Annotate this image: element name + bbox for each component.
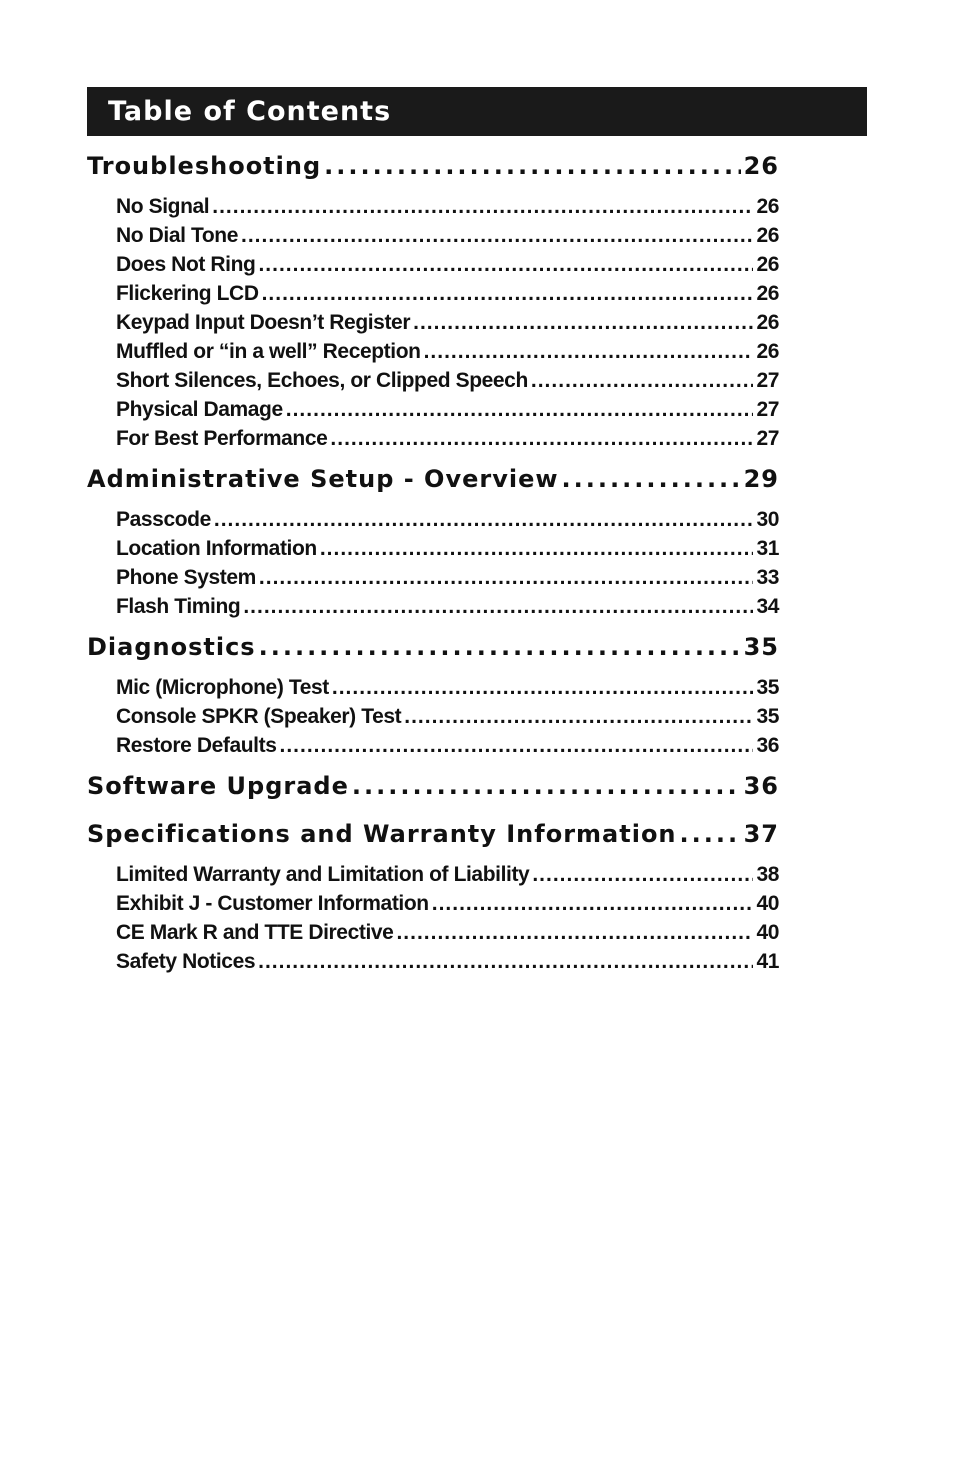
toc-section-heading[interactable] [87,461,779,497]
dot-leader [279,731,753,760]
toc-header-bar [87,87,867,136]
item-label: Muffled or “in a well” Reception [116,340,421,363]
item-label: Phone System [116,566,256,589]
dot-leader [320,534,754,563]
toc-item[interactable] [87,860,779,889]
dot-leader [259,629,741,665]
section-page-number: 26 [743,152,779,180]
section-page-number: 29 [743,465,779,493]
item-page-number: 33 [756,566,779,589]
item-page-number: 34 [756,595,779,618]
item-label: Exhibit J - Customer Information [116,892,429,915]
item-page-number: 26 [756,195,779,218]
item-label: For Best Performance [116,427,328,450]
toc-section [87,461,779,621]
toc-section [87,148,779,453]
toc-item[interactable] [87,395,779,424]
dot-leader [243,592,753,621]
toc-item[interactable] [87,424,779,453]
dot-leader [562,461,741,497]
item-label: Safety Notices [116,950,256,973]
item-label: Flickering LCD [116,282,259,305]
item-page-number: 26 [756,224,779,247]
item-page-number: 41 [756,950,779,973]
dot-leader [424,337,754,366]
item-page-number: 27 [756,369,779,392]
item-label: Console SPKR (Speaker) Test [116,705,402,728]
section-title: Diagnostics [87,633,256,661]
toc-section [87,768,779,804]
toc-item[interactable] [87,221,779,250]
item-page-number: 27 [756,427,779,450]
dot-leader [258,250,753,279]
toc-section [87,816,779,976]
item-page-number: 26 [756,253,779,276]
dot-leader [212,192,753,221]
item-label: Physical Damage [116,398,283,421]
section-title: Administrative Setup - Overview [87,465,559,493]
dot-leader [680,816,741,852]
item-page-number: 26 [756,311,779,334]
dot-leader [432,889,754,918]
item-label: CE Mark R and TTE Directive [116,921,394,944]
section-title: Troubleshooting [87,152,322,180]
toc-item[interactable] [87,308,779,337]
item-label: Limited Warranty and Limitation of Liability [116,863,530,886]
toc-item[interactable] [87,702,779,731]
item-page-number: 35 [756,676,779,699]
item-label: Passcode [116,508,211,531]
item-page-number: 36 [756,734,779,757]
item-label: Flash Timing [116,595,241,618]
dot-leader [241,221,753,250]
item-label: Short Silences, Echoes, or Clipped Speech [116,369,528,392]
item-page-number: 26 [756,340,779,363]
toc-item[interactable] [87,366,779,395]
toc-item[interactable] [87,192,779,221]
toc-section-heading[interactable] [87,629,779,665]
dot-leader [286,395,754,424]
toc-item[interactable] [87,673,779,702]
dot-leader [214,505,754,534]
dot-leader [330,424,753,453]
item-label: Mic (Microphone) Test [116,676,329,699]
dot-leader [258,947,753,976]
toc-item[interactable] [87,918,779,947]
page-title: Table of Contents [108,96,392,127]
toc-item[interactable] [87,592,779,621]
item-page-number: 38 [756,863,779,886]
dot-leader [259,563,754,592]
dot-leader [396,918,753,947]
dot-leader [404,702,753,731]
toc-section-heading[interactable] [87,816,779,852]
item-label: Does Not Ring [116,253,256,276]
toc-item[interactable] [87,534,779,563]
toc-section [87,629,779,760]
item-page-number: 30 [756,508,779,531]
item-page-number: 31 [756,537,779,560]
item-label: Keypad Input Doesn’t Register [116,311,411,334]
toc-page [87,87,867,984]
dot-leader [413,308,753,337]
toc-item[interactable] [87,731,779,760]
item-page-number: 35 [756,705,779,728]
toc-item[interactable] [87,889,779,918]
item-page-number: 26 [756,282,779,305]
dot-leader [531,366,754,395]
section-title: Specifications and Warranty Information [87,820,677,848]
toc-item[interactable] [87,337,779,366]
dot-leader [324,148,740,184]
item-label: Location Information [116,537,317,560]
dot-leader [352,768,741,804]
toc-item[interactable] [87,505,779,534]
toc-section-heading[interactable] [87,768,779,804]
toc-item[interactable] [87,947,779,976]
item-page-number: 40 [756,892,779,915]
section-page-number: 35 [743,633,779,661]
toc-item[interactable] [87,279,779,308]
toc-item[interactable] [87,250,779,279]
toc-section-heading[interactable] [87,148,779,184]
item-page-number: 40 [756,921,779,944]
dot-leader [332,673,754,702]
dot-leader [262,279,754,308]
section-page-number: 36 [743,772,779,800]
section-page-number: 37 [743,820,779,848]
item-label: No Dial Tone [116,224,238,247]
item-label: No Signal [116,195,210,218]
item-page-number: 27 [756,398,779,421]
toc-list [87,148,779,976]
section-title: Software Upgrade [87,772,349,800]
toc-item[interactable] [87,563,779,592]
item-label: Restore Defaults [116,734,277,757]
dot-leader [532,860,753,889]
